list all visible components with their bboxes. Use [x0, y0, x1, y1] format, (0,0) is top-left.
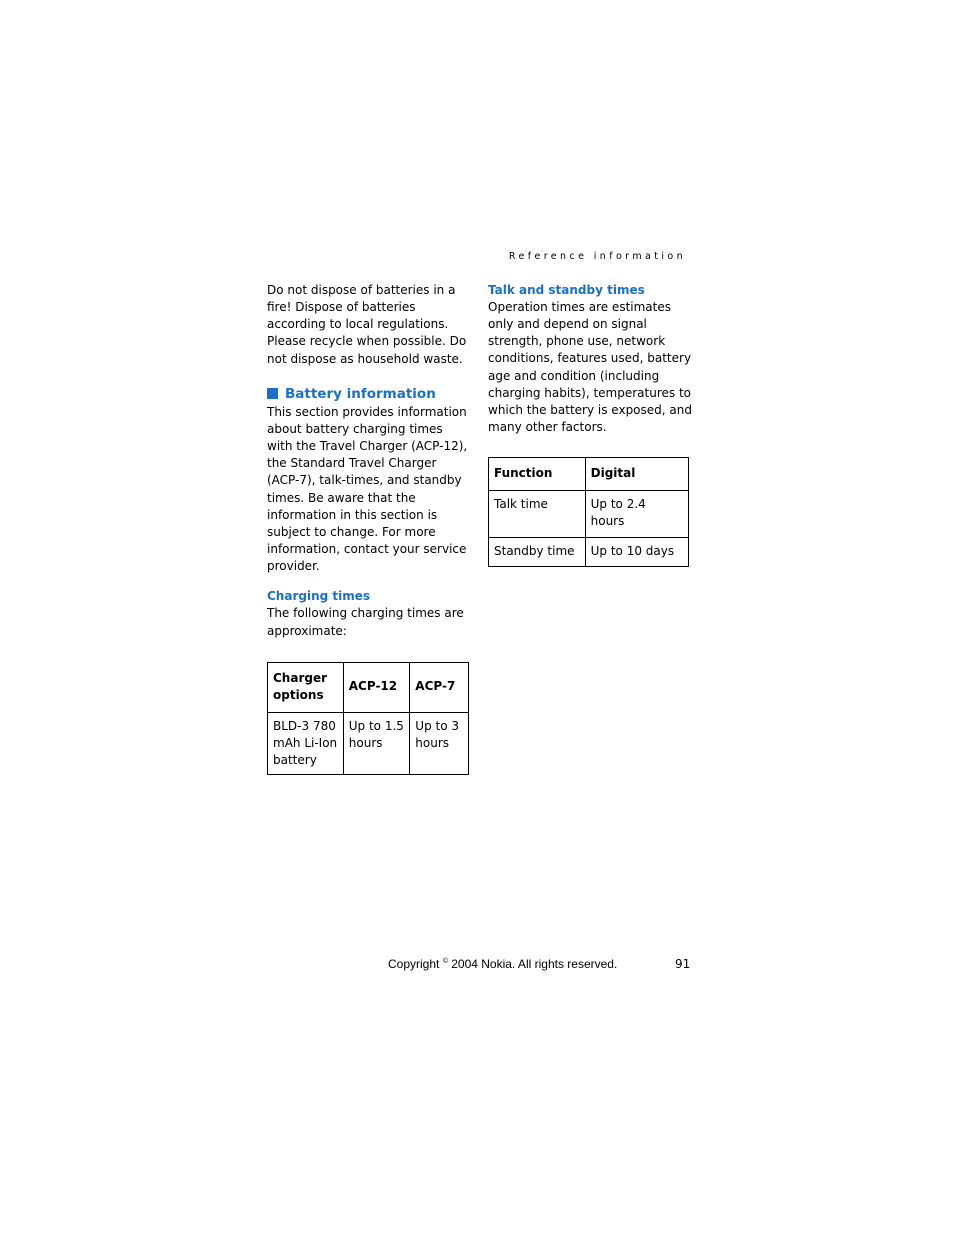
table-row	[268, 712, 469, 774]
copyright-notice	[388, 957, 617, 971]
right-column	[488, 282, 692, 567]
table-header-row	[489, 458, 689, 491]
table-cell: Standby time	[489, 537, 586, 566]
table-cell: BLD-3 780 mAh Li-Ion battery	[268, 712, 344, 774]
table-header-cell: ACP-12	[343, 662, 410, 712]
copyright-text: 2004 Nokia. All rights reserved.	[451, 957, 618, 971]
left-column	[267, 282, 471, 775]
charging-times-paragraph: The following charging times are approximate:	[267, 606, 464, 638]
battery-information-paragraph: This section provides information about battery charging times with the Travel Charger (ACP-12), the Standard Travel Charger (ACP-7), talk-times, and standby times. Be aware that the information in this section is subject to change. For more information, contact your service provider.	[267, 404, 468, 574]
table-header-cell: Digital	[585, 458, 688, 491]
table-header-cell: Charger options	[268, 662, 344, 712]
charging-times-table	[267, 662, 469, 775]
table-cell: Up to 3 hours	[410, 712, 469, 774]
charging-times-heading: Charging times	[267, 589, 371, 604]
table-row	[489, 537, 689, 566]
page-number: 91	[675, 957, 691, 971]
table-row	[489, 491, 689, 537]
table-header-cell: ACP-7	[410, 662, 469, 712]
square-bullet-icon	[267, 388, 278, 399]
table-cell: Talk time	[489, 491, 586, 537]
table-header-cell: Function	[489, 458, 586, 491]
battery-information-heading	[267, 385, 471, 403]
table-cell: Up to 1.5 hours	[343, 712, 410, 774]
table-cell: Up to 2.4 hours	[585, 491, 688, 537]
talk-standby-paragraph: Operation times are estimates only and depend on signal strength, phone use, network conditions, features used, battery age and condition (including charging habits), temperatures to which the battery is exposed, and many other factors.	[488, 300, 692, 435]
disposal-paragraph: Do not dispose of batteries in a fire! Dispose of batteries according to local regulations. Please recycle when possible. Do not dispose as household waste.	[267, 283, 467, 366]
table-header-row	[268, 662, 469, 712]
battery-information-title: Battery information	[285, 385, 436, 402]
copyright-symbol: ©	[442, 958, 448, 965]
running-head: Reference information	[508, 251, 686, 262]
talk-standby-heading: Talk and standby times	[488, 283, 645, 297]
copyright-prefix: Copyright	[388, 957, 440, 971]
talk-standby-table	[488, 457, 689, 566]
table-cell: Up to 10 days	[585, 537, 688, 566]
